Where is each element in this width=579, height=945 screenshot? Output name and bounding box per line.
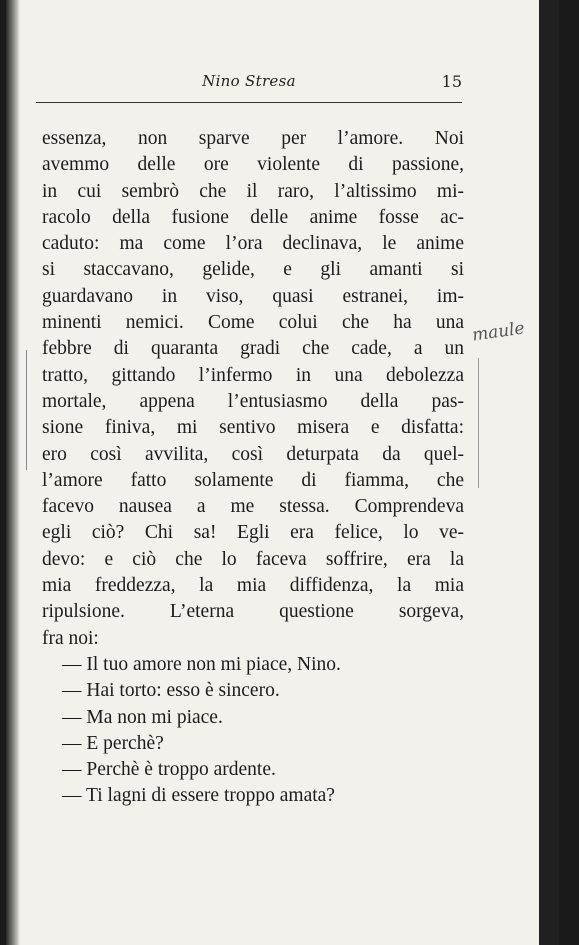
text-line: minenti nemici. Come colui che ha una	[42, 312, 464, 334]
text-line: devo: e ciò che lo faceva soffrire, era la	[42, 548, 464, 570]
text-line: tratto, gittando l’infermo in una debolezza	[42, 364, 464, 386]
text-line: l’amore fatto solamente di fiamma, che	[42, 469, 464, 491]
header-rule	[36, 102, 462, 103]
text-line: mia freddezza, la mia diffidenza, la mia	[42, 575, 464, 597]
text-line: mortale, appena l’entusiasmo della pas-	[42, 390, 464, 412]
text-line: avemmo delle ore violente di passione,	[42, 154, 464, 176]
text-line: facevo nausea a me stessa. Comprendeva	[42, 496, 464, 518]
text-line: febbre di quaranta gradi che cade, a un	[42, 338, 464, 360]
dialogue-line: — Perchè è troppo ardente.	[62, 759, 276, 781]
text-line: guardavano in viso, quasi estranei, im-	[42, 285, 464, 307]
text-line: ripulsione. L’eterna questione sorgeva,	[42, 601, 464, 623]
text-line: caduto: ma come l’ora declinava, le anime	[42, 233, 464, 255]
text-line: racolo della fusione delle anime fosse ac-	[42, 206, 464, 228]
dialogue-line: — Hai torto: esso è sincero.	[62, 680, 280, 702]
page-header	[36, 72, 462, 104]
dialogue-line: — E perchè?	[62, 732, 164, 754]
page-edge	[539, 0, 559, 945]
running-title: Nino Stresa	[202, 72, 296, 90]
dialogue-line: — Ti lagni di essere troppo amata?	[62, 785, 335, 807]
handwritten-margin-note: maule	[470, 318, 526, 346]
text-line: si staccavano, gelide, e gli amanti si	[42, 259, 464, 281]
text-line: egli ciò? Chi sa! Egli era felice, lo ve-	[42, 522, 464, 544]
text-line: essenza, non sparve per l’amore. Noi	[42, 128, 464, 149]
book-page	[6, 0, 559, 945]
page-number: 15	[441, 72, 462, 91]
text-line: sione finiva, mi sentivo misera e disfatta:	[42, 417, 464, 439]
dialogue-line: — Ma non mi piace.	[62, 706, 223, 728]
text-line: ero così avvilita, così deturpata da quel-	[42, 443, 464, 465]
dialogue-line: — Il tuo amore non mi piace, Nino.	[62, 653, 341, 675]
pencil-mark-right	[478, 358, 479, 488]
text-line: in cui sembrò che il raro, l’altissimo mi-	[42, 180, 464, 202]
book-spine-shadow	[6, 0, 20, 945]
body-text	[42, 126, 464, 810]
pencil-mark-left	[26, 350, 27, 470]
text-line: fra noi:	[42, 627, 99, 649]
